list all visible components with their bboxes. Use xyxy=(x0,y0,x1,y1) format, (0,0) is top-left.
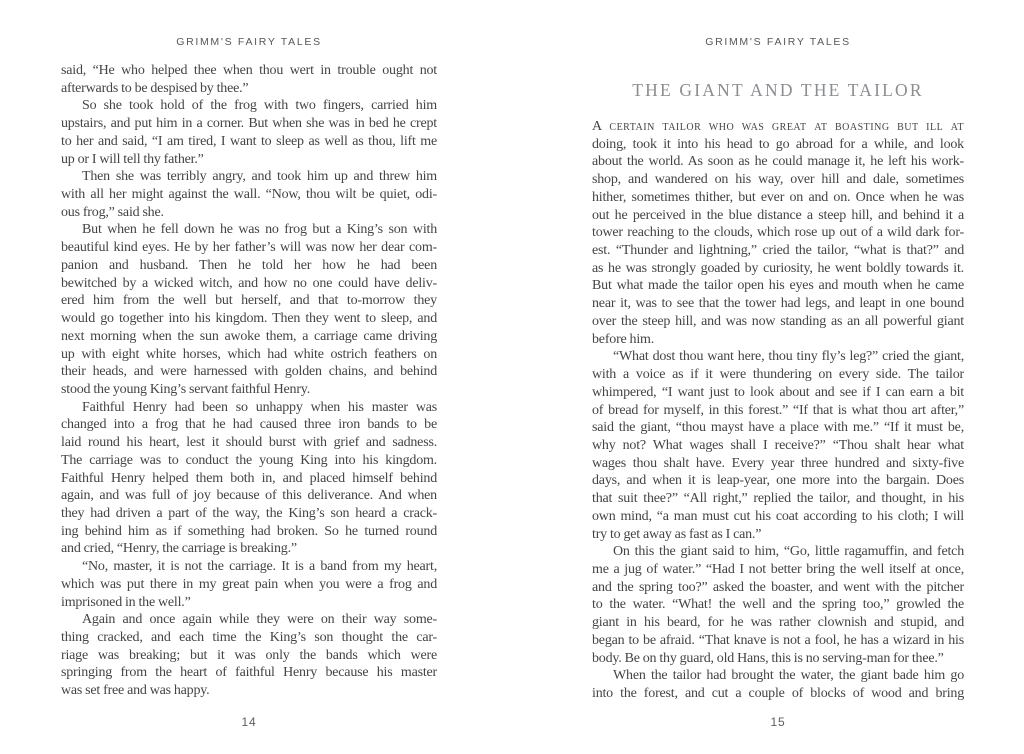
text-line: “What dost thou want here, thou tiny fly’s leg?” cried the giant, xyxy=(613,349,964,365)
text-line: of bread for myself, in this forest.” “If that is what thou art after,” xyxy=(592,402,964,418)
text-line: Then she was terribly angry, and took him up and threw him xyxy=(82,169,437,185)
page-right-body xyxy=(592,118,964,703)
text-line: When the tailor had brought the water, the giant bade him go xyxy=(613,668,964,684)
text-line: A certain tailor who was great at boasting but ill at xyxy=(592,119,964,134)
running-header: GRIMM'S FAIRY TALES xyxy=(705,36,851,48)
page-number-left: 14 xyxy=(241,715,257,729)
text-line: next morning when the sun awoke them, a carriage came driving xyxy=(61,328,437,344)
text-line: into the forest, and cut a couple of blocks of wood and bring xyxy=(592,686,964,701)
page-left xyxy=(61,0,437,754)
text-line: ing behind him as if something had broken. So he turned round xyxy=(61,523,437,539)
text-line: riage was breaking; but it was only the bands which were xyxy=(61,647,437,663)
text-line: stood the young King’s servant faithful Henry. xyxy=(61,381,310,397)
text-line: But what made the tailor open his eyes and mouth when he came xyxy=(592,278,964,294)
text-line: beautiful kind eyes. He by her father’s will was now her dear com- xyxy=(61,240,437,256)
text-line: springing from the heart of faithful Henry because his master xyxy=(61,665,437,681)
text-line: why not? What wages shall I receive?” “Thou shalt hear what xyxy=(592,437,964,453)
text-line: doing, took it into his head to go abroad for a while, and look xyxy=(592,136,964,152)
text-line: with all her might against the wall. “Now, thou wilt be quiet, odi- xyxy=(61,187,437,203)
text-line: with a voice as if it were thundering on every side. The tailor xyxy=(592,367,964,383)
text-line: before him. xyxy=(592,331,655,347)
text-line: ous frog,” said she. xyxy=(61,204,164,220)
running-header: GRIMM'S FAIRY TALES xyxy=(176,36,322,48)
text-line: laid round his heart, lest it should burst with grief and sadness. xyxy=(61,435,437,451)
text-line: bewitched by a wicked witch, and how no one could have deliv- xyxy=(61,275,437,291)
text-line: est. “Thunder and lightning,” cried the tailor, “what is that?” and xyxy=(592,243,964,259)
text-line: ered him from the well but herself, and that to-morrow they xyxy=(61,293,437,309)
page-number-right: 15 xyxy=(770,715,786,729)
chapter-title: THE GIANT AND THE TAILOR xyxy=(632,80,924,100)
text-line: out he perceived in the blue distance a steep hill, and behind it a xyxy=(592,207,964,223)
text-line: changed into a frog that he had caused three iron bands to be xyxy=(61,417,437,433)
text-line: began to be afraid. “That knave is not a fool, he has a wizard in his xyxy=(592,632,964,648)
text-line: giant in his beard, for he was rather clownish and stupid, and xyxy=(592,615,964,631)
text-line: wages thou shalt have. Every year three hundred and sixty-five xyxy=(592,455,964,471)
page-left-body xyxy=(61,62,437,700)
text-line: about the world. As soon as he could manage it, he left his work- xyxy=(592,154,964,170)
text-line: me a jug of water.” “Had I not better bring the well itself at once, xyxy=(592,561,964,577)
text-line: So she took hold of the frog with two fingers, carried him xyxy=(82,98,437,114)
text-line: hither, sometimes thither, but ever on and on. Once when he was xyxy=(592,189,964,205)
text-line: “No, master, it is not the carriage. It is a band from my heart, xyxy=(82,559,437,575)
text-line: Faithful Henry had been so unhappy when his master was xyxy=(82,399,437,415)
text-line: that suit thee?” “All right,” replied the tailor, and thought, in his xyxy=(592,491,964,507)
text-line: Faithful Henry helped them both in, and placed himself behind xyxy=(61,470,437,486)
text-line: The carriage was to conduct the young King into his kingdom. xyxy=(61,452,437,468)
text-line: try to get away as fast as I can.” xyxy=(592,526,762,542)
text-line: up or I will tell thy father.” xyxy=(61,151,204,167)
text-line: they had driven a part of the way, the King’s son heard a crack- xyxy=(61,505,437,521)
text-line: up with eight white horses, which had white ostrich feathers on xyxy=(61,346,437,362)
text-line: panion and husband. Then he told her how he had been xyxy=(61,257,437,273)
text-line: again, and was full of joy because of this deliverance. And when xyxy=(61,488,437,504)
text-line: whimpered, “I want just to look about and see if I can earn a bit xyxy=(592,384,964,400)
text-line: Again and once again while they were on their way some- xyxy=(82,612,437,628)
text-line: which was put there in my great pain when you were a frog and xyxy=(61,576,437,592)
text-line: But when he fell down he was no frog but a King’s son with xyxy=(82,222,437,238)
text-line: and the spring too?” asked the boaster, and went with the pitcher xyxy=(592,579,964,595)
text-line: upstairs, and put him in a corner. But when she was in bed he crept xyxy=(61,116,437,132)
text-line: On this the giant said to him, “Go, little ragamuffin, and fetch xyxy=(613,544,964,560)
text-line: their heads, and were harnessed with golden chains, and behind xyxy=(61,364,437,380)
text-line: would go together into his kingdom. Then they went to sleep, and xyxy=(61,311,437,327)
text-line: to the water. “What! the well and the spring too,” growled the xyxy=(592,597,964,613)
text-line: thing cracked, and each time the King’s son thought the car- xyxy=(61,630,437,645)
text-line: afterwards to be despised by thee.” xyxy=(61,80,249,96)
text-line: imprisoned in the well.” xyxy=(61,594,191,610)
text-line: as he was strongly goaded by curiosity, he went boldly towards it. xyxy=(592,260,964,276)
text-line: shop, and wandered on his way, over hill and dale, sometimes xyxy=(592,172,964,188)
text-line: tower reaching to the clouds, which rose up out of a wild dark for- xyxy=(592,225,964,241)
text-line: body. Be on thy guard, old Hans, this is no serving-man for thee.” xyxy=(592,650,944,666)
text-line: days, and when it is leap-year, one more into the bargain. Does xyxy=(592,473,964,489)
text-line: and cried, “Henry, the carriage is breaking.” xyxy=(61,541,297,557)
text-line: over the steep hill, and was now standing as an all powerful giant xyxy=(592,313,964,329)
text-line: to her and said, “I am tired, I want to sleep as well as thou, lift me xyxy=(61,133,437,149)
text-line: near it, was to see that the tower had legs, and leapt in one bound xyxy=(592,296,964,312)
text-line: said the giant, “thou mayst have a place with me.” “If it must be, xyxy=(592,420,964,436)
text-line: was set free and was happy. xyxy=(61,683,210,699)
page-right xyxy=(592,0,964,754)
text-line: said, “He who helped thee when thou wert in trouble ought not xyxy=(61,63,437,78)
text-line: own mind, “a man must cut his coat according to his cloth; I will xyxy=(592,508,964,524)
